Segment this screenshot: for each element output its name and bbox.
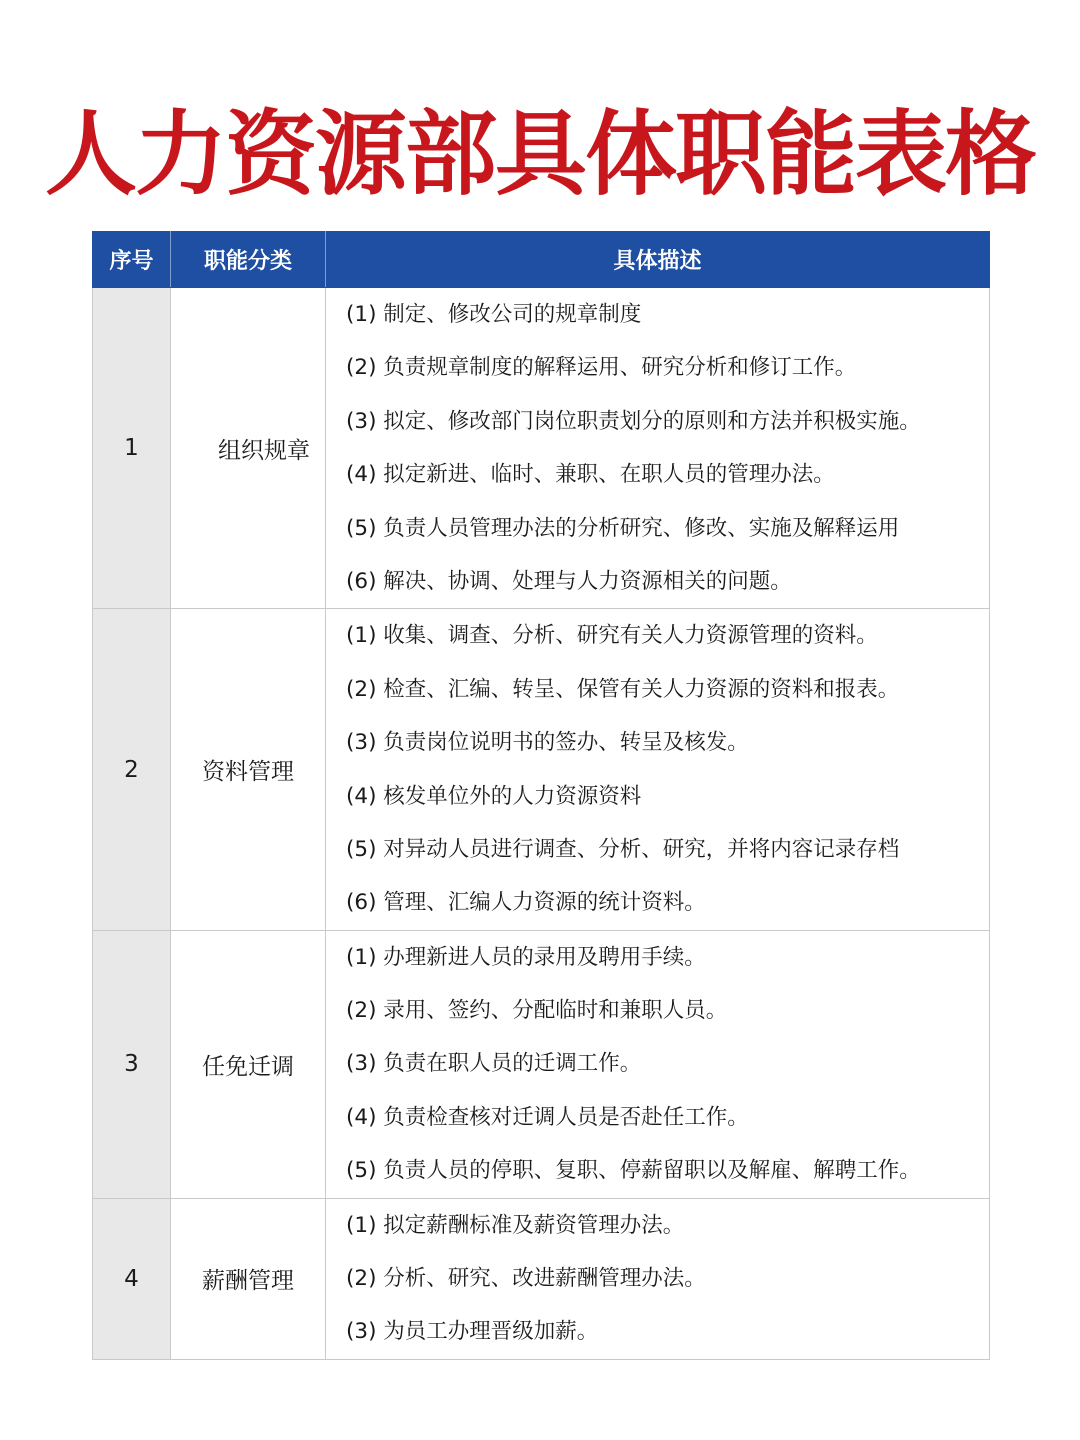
description-item: (1) 收集、调查、分析、研究有关人力资源管理的资料。 [346, 623, 878, 649]
description-item: (1) 拟定薪酬标准及薪资管理办法。 [346, 1212, 685, 1238]
description-item: (2) 分析、研究、改进薪酬管理办法。 [346, 1266, 706, 1292]
description-item: (6) 管理、汇编人力资源的统计资料。 [346, 890, 706, 916]
functions-table [92, 231, 990, 1360]
row-description [326, 930, 990, 1198]
table-row [93, 288, 990, 609]
row-description [326, 1198, 990, 1359]
row-category [171, 930, 326, 1198]
row-category [171, 1198, 326, 1359]
description-item: (5) 负责人员管理办法的分析研究、修改、实施及解释运用 [346, 515, 900, 541]
header-description: 具体描述 [326, 232, 990, 288]
category-label: 任免迁调 [202, 1053, 294, 1080]
description-item: (6) 解决、协调、处理与人力资源相关的问题。 [346, 568, 792, 594]
description-item: (5) 对异动人员进行调查、分析、研究，并将内容记录存档 [346, 836, 900, 862]
description-item: (3) 负责岗位说明书的签办、转呈及核发。 [346, 730, 749, 756]
description-item: (3) 拟定、修改部门岗位职责划分的原则和方法并积极实施。 [346, 408, 921, 434]
description-item: (5) 负责人员的停职、复职、停薪留职以及解雇、解聘工作。 [346, 1158, 921, 1184]
row-number: 3 [93, 930, 171, 1198]
row-category [171, 288, 326, 609]
description-item: (4) 负责检查核对迁调人员是否赴任工作。 [346, 1104, 749, 1130]
description-item: (2) 检查、汇编、转呈、保管有关人力资源的资料和报表。 [346, 676, 900, 702]
table-row [93, 930, 990, 1198]
description-item: (3) 为员工办理晋级加薪。 [346, 1319, 599, 1345]
description-item: (4) 核发单位外的人力资源资料 [346, 783, 642, 809]
category-label: 资料管理 [202, 759, 294, 786]
header-category: 职能分类 [171, 232, 326, 288]
row-description [326, 288, 990, 609]
table-row [93, 1198, 990, 1359]
description-item: (2) 负责规章制度的解释运用、研究分析和修订工作。 [346, 355, 857, 381]
description-item: (3) 负责在职人员的迁调工作。 [346, 1051, 642, 1077]
row-number: 1 [93, 288, 171, 609]
row-category [171, 609, 326, 930]
row-description [326, 609, 990, 930]
description-item: (1) 办理新进人员的录用及聘用手续。 [346, 944, 706, 970]
description-item: (1) 制定、修改公司的规章制度 [346, 302, 642, 327]
row-number: 2 [93, 609, 171, 930]
row-number: 4 [93, 1198, 171, 1359]
category-label: 薪酬管理 [202, 1268, 294, 1295]
description-item: (4) 拟定新进、临时、兼职、在职人员的管理办法。 [346, 462, 835, 488]
category-label: 组织规章 [218, 437, 310, 464]
functions-table-container [92, 231, 989, 1360]
page-title: 人力资源部具体职能表格 [44, 101, 1035, 208]
header-num: 序号 [93, 232, 171, 288]
description-item: (2) 录用、签约、分配临时和兼职人员。 [346, 998, 728, 1024]
table-row [93, 609, 990, 930]
table-header-row [93, 232, 990, 288]
